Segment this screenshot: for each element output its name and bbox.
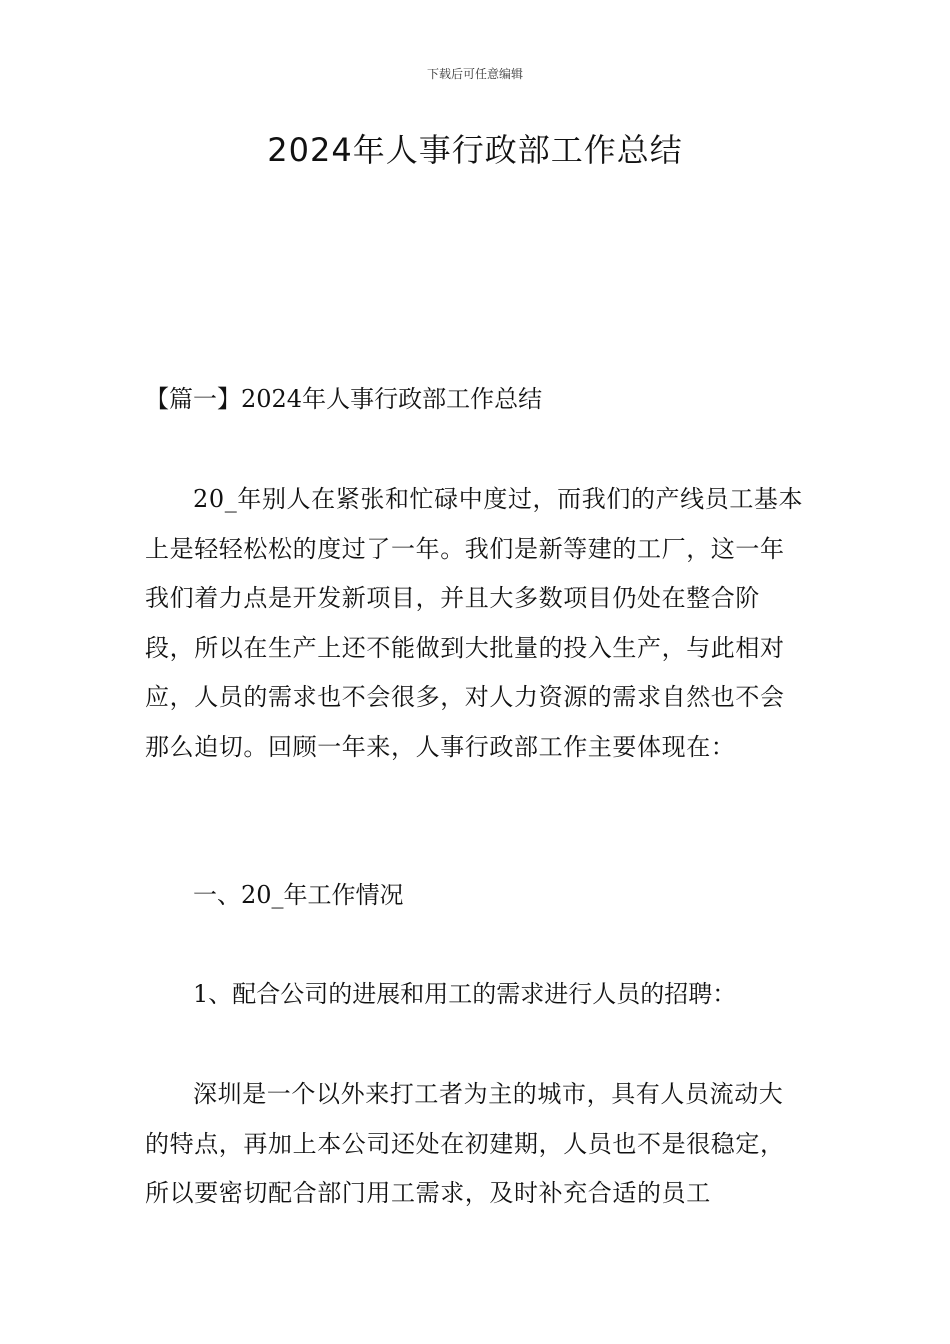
section-heading: 【篇一】2024年人事行政部工作总结 [145,385,543,413]
header-note: 下载后可任意编辑 [426,67,523,81]
document-title: 2024年人事行政部工作总结 [267,131,683,169]
body-paragraph-2: 深圳是一个以外来打工者为主的城市，具有人员流动大的特点，再加上本公司还处在初建期，人员也不是很稳定，所以要密切配合部门用工需求，及时补充合适的员工 [145,1080,785,1207]
body-paragraph-1: 20_年别人在紧张和忙碌中度过，而我们的产线员工基本上是轻轻松松的度过了一年。我们是新等建的工厂，这一年我们着力点是开发新项目，并且大多数项目仍处在整合阶段，所以在生产上还不能做到大批量的投入生产，与此相对应，人员的需求也不会很多，对人力资源的需求自然也不会那么迫切。回顾一年来，人事行政部工作主要体现在： [145,485,804,761]
subheading-work-situation: 一、20_年工作情况 [193,881,404,909]
subheading-recruitment: 1、配合公司的进展和用工的需求进行人员的招聘： [193,980,737,1008]
